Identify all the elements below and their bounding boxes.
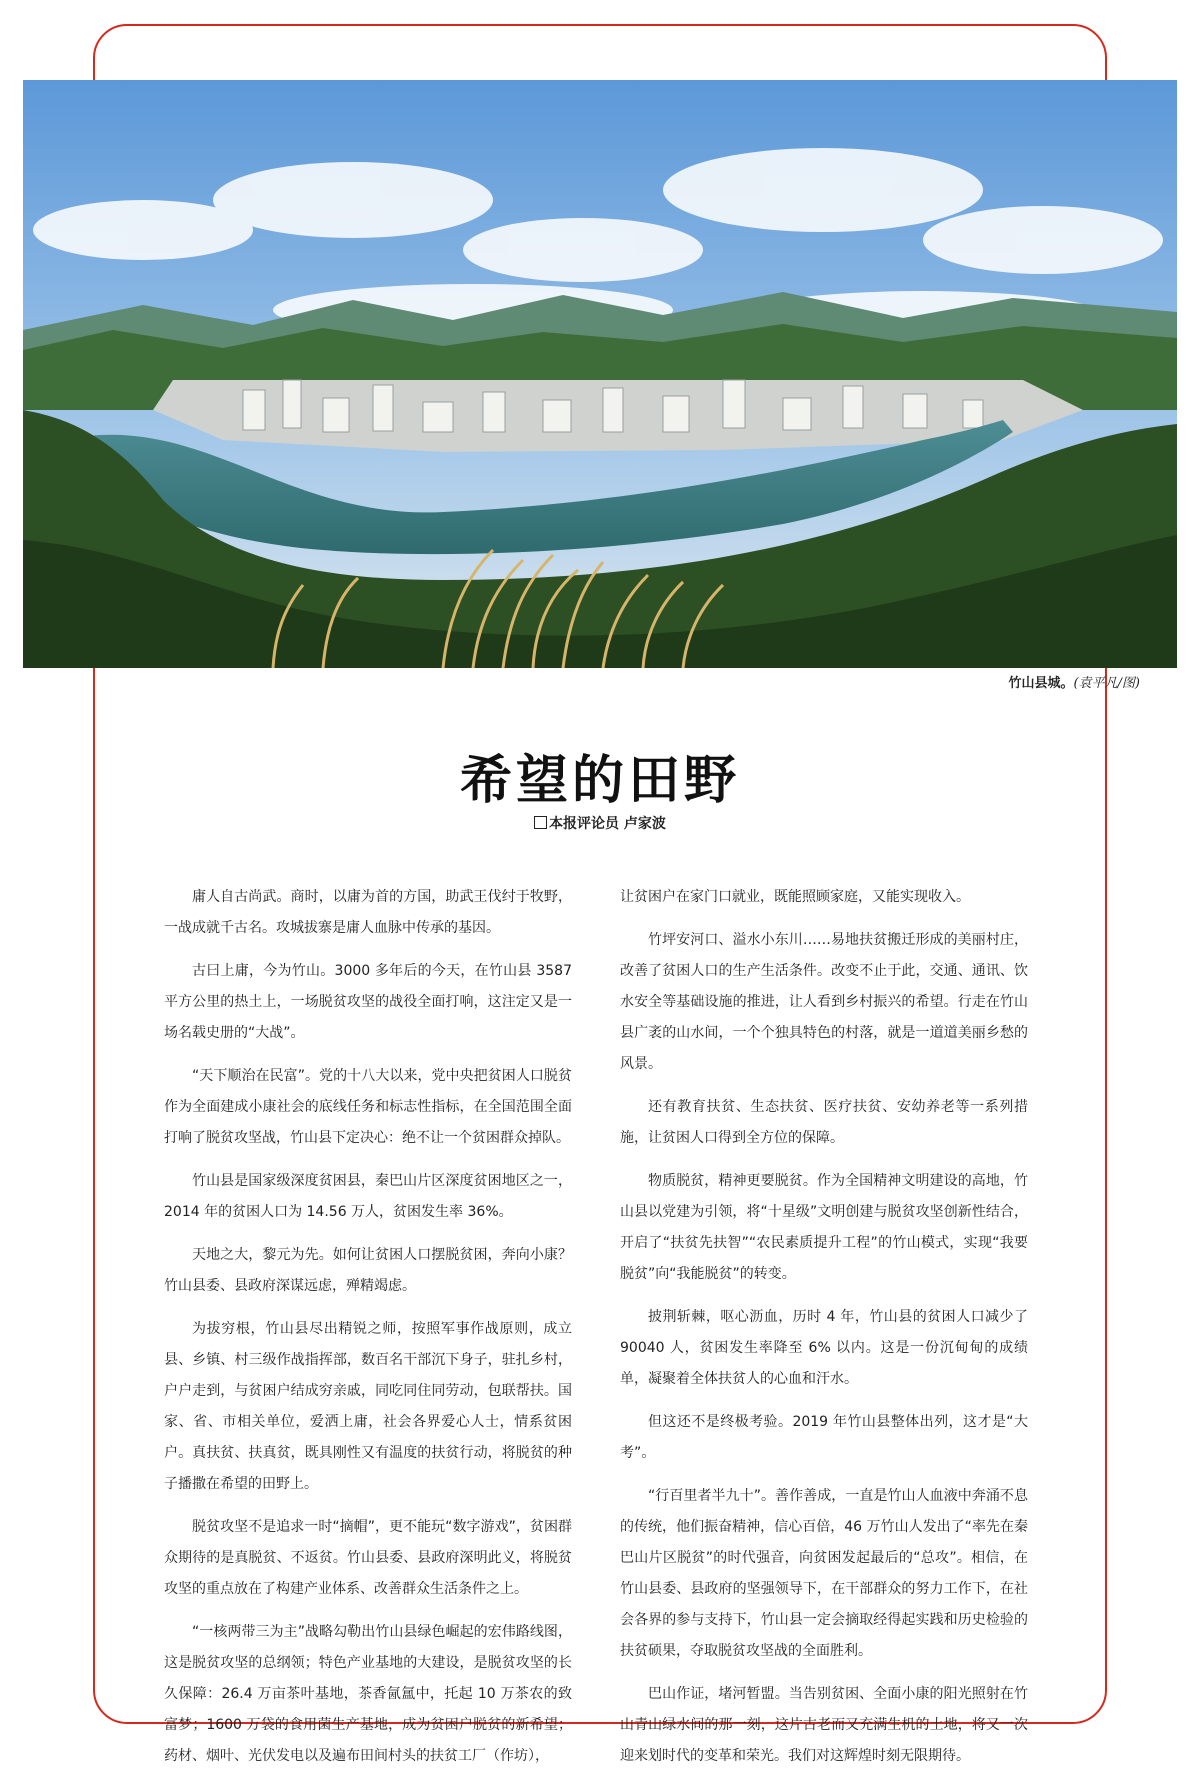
paragraph: 物质脱贫，精神更要脱贫。作为全国精神文明建设的高地，竹山县以党建为引领，将“十星级”文明创建与脱贫攻坚创新性结合，开启了“扶贫先扶智”“农民素质提升工程”的竹山模式，实现“我要脱贫”向“我能脱贫”的转变。 — [620, 1173, 1028, 1282]
byline-box-icon — [534, 816, 547, 829]
paragraph: 古曰上庸，今为竹山。3000 多年后的今天，在竹山县 3587 平方公里的热土上，一场脱贫攻坚的战役全面打响，这注定又是一场名载史册的“大战”。 — [164, 963, 572, 1041]
paragraph: 但这还不是终极考验。2019 年竹山县整体出列，这才是“大考”。 — [620, 1414, 1028, 1461]
paragraph: 还有教育扶贫、生态扶贫、医疗扶贫、安幼养老等一系列措施，让贫困人口得到全方位的保障。 — [620, 1099, 1028, 1146]
paragraph: “天下顺治在民富”。党的十八大以来，党中央把贫困人口脱贫作为全面建成小康社会的底线任务和标志性指标，在全国范围全面打响了脱贫攻坚战，竹山县下定决心：绝不让一个贫困群众掉队。 — [164, 1068, 572, 1146]
caption-credit: (袁平凡/图) — [1073, 676, 1140, 691]
paragraph: 天地之大，黎元为先。如何让贫困人口摆脱贫困，奔向小康？竹山县委、县政府深谋远虑，殚精竭虑。 — [164, 1247, 572, 1294]
caption-place: 竹山县城。 — [1008, 676, 1074, 691]
city-panorama-photo — [23, 80, 1177, 668]
paragraph: 竹坪安河口、溢水小东川……易地扶贫搬迁形成的美丽村庄，改善了贫困人口的生产生活条件。改变不止于此，交通、通讯、饮水安全等基础设施的推进，让人看到乡村振兴的希望。行走在竹山县广袤的山水间，一个个独具特色的村落，就是一道道美丽乡愁的风景。 — [620, 932, 1028, 1072]
byline-text: 本报评论员 卢家波 — [549, 816, 666, 832]
article-byline — [0, 813, 1200, 833]
article-title: 希望的田野 — [459, 750, 740, 811]
paragraph: 脱贫攻坚不是追求一时“摘帽”，更不能玩“数字游戏”，贫困群众期待的是真脱贫、不返贫。竹山县委、县政府深明此义，将脱贫攻坚的重点放在了构建产业体系、改善群众生活条件之上。 — [164, 1519, 572, 1597]
paragraph: “一核两带三为主”战略勾勒出竹山县绿色崛起的宏伟路线图，这是脱贫攻坚的总纲领；特色产业基地的大建设，是脱贫攻坚的长久保障：26.4 万亩茶叶基地，茶香氤氲中，托起 10 万茶农的致富梦；1600 万袋的食用菌生产基地，成为贫困户脱贫的新希望；药材、烟叶、光伏发电以及遍布田间村头的扶贫工厂（作坊）， — [164, 1624, 572, 1764]
article-column-right — [620, 882, 1028, 1784]
paragraph: 披荆斩棘，呕心沥血，历时 4 年，竹山县的贫困人口减少了 90040 人，贫困发生率降至 6% 以内。这是一份沉甸甸的成绩单，凝聚着全体扶贫人的心血和汗水。 — [620, 1309, 1028, 1387]
photo-caption — [860, 672, 1140, 691]
paragraph: 庸人自古尚武。商时，以庸为首的方国，助武王伐纣于牧野，一战成就千古名。攻城拔寨是庸人血脉中传承的基因。 — [164, 889, 572, 936]
paragraph: “行百里者半九十”。善作善成，一直是竹山人血液中奔涌不息的传统，他们振奋精神，信心百倍，46 万竹山人发出了“率先在秦巴山片区脱贫”的时代强音，向贫困发起最后的“总攻”。相信，在竹山县委、县政府的坚强领导下，在干部群众的努力工作下，在社会各界的参与支持下，竹山县一定会摘取经得起实践和历史检验的扶贫硕果，夺取脱贫攻坚战的全面胜利。 — [620, 1488, 1028, 1659]
panorama-illustration — [23, 80, 1177, 668]
paragraph: 竹山县是国家级深度贫困县，秦巴山片区深度贫困地区之一，2014 年的贫困人口为 14.56 万人，贫困发生率 36%。 — [164, 1173, 572, 1220]
paragraph-continuation: 让贫困户在家门口就业，既能照顾家庭，又能实现收入。 — [620, 889, 970, 905]
paragraph: 为拔穷根，竹山县尽出精锐之师，按照军事作战原则，成立县、乡镇、村三级作战指挥部，数百名干部沉下身子，驻扎乡村，户户走到，与贫困户结成穷亲戚，同吃同住同劳动，包联帮扶。国家、省、市相关单位，爱洒上庸，社会各界爱心人士，情系贫困户。真扶贫、扶真贫，既具刚性又有温度的扶贫行动，将脱贫的种子播撒在希望的田野上。 — [164, 1321, 572, 1492]
article-column-left — [164, 882, 572, 1784]
paragraph: 巴山作证，堵河暂盟。当告别贫困、全面小康的阳光照射在竹山青山绿水间的那一刻，这片古老而又充满生机的土地，将又一次迎来划时代的变革和荣光。我们对这辉煌时刻无限期待。 — [620, 1686, 1028, 1764]
